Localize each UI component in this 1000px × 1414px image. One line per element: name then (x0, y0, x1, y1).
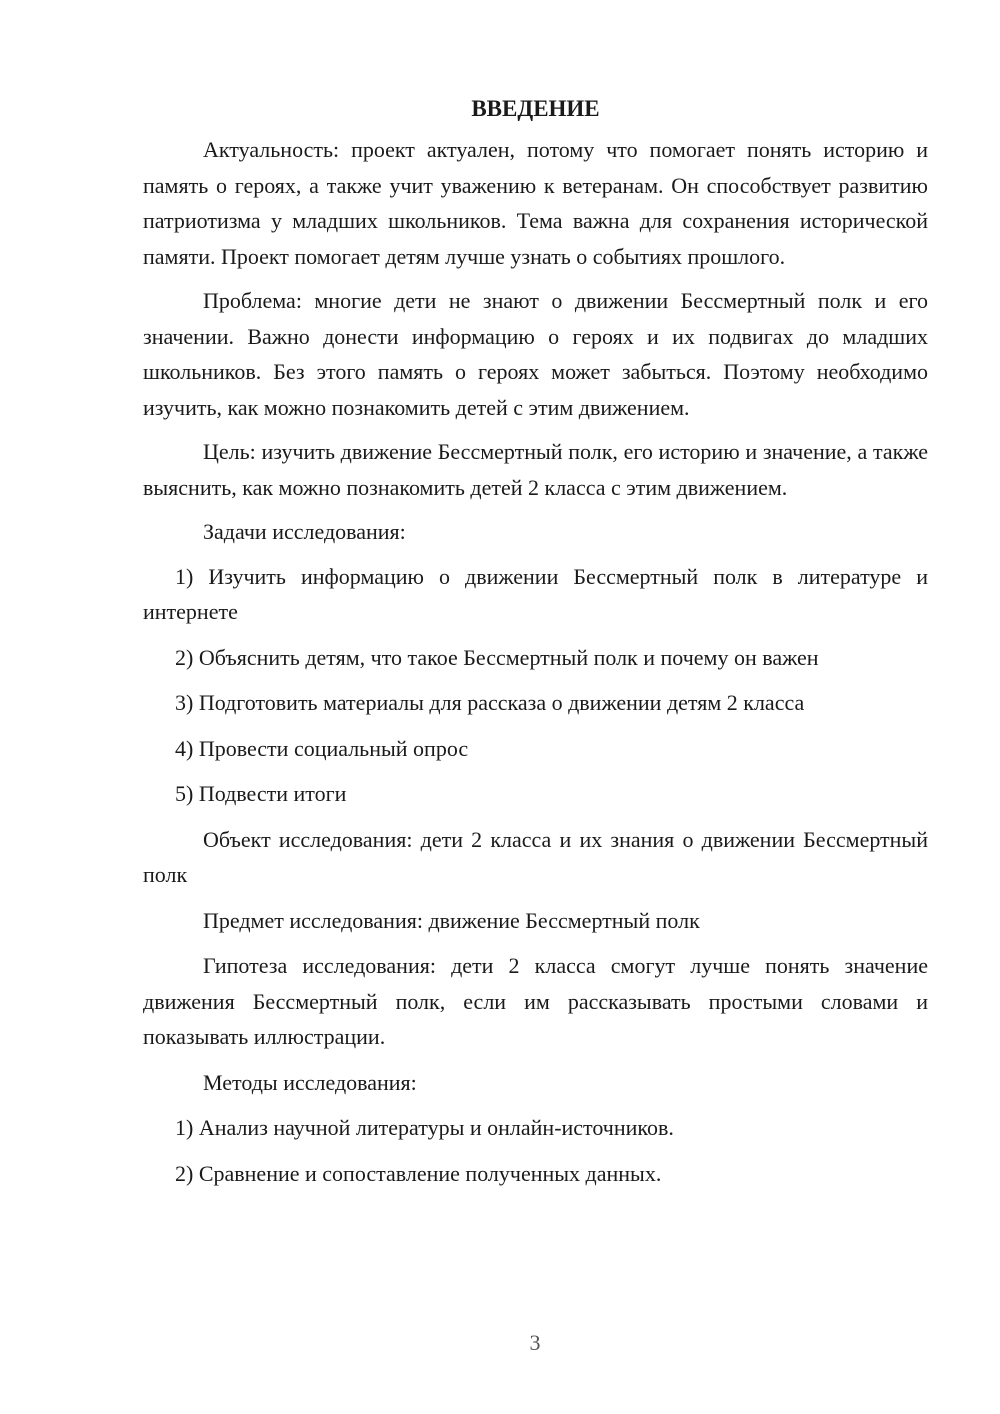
method-item-1: 1) Анализ научной литературы и онлайн-источников. (175, 1115, 674, 1140)
task-item-1: 1) Изучить информацию о движении Бессмертный полк в литературе и интернете (143, 563, 928, 624)
page-number: 3 (529, 1330, 541, 1355)
task-item-2: 2) Объяснить детям, что такое Бессмертный полк и почему он важен (175, 644, 819, 670)
hypothesis-paragraph: Гипотеза исследования: дети 2 класса смогут лучше понять значение движения Бессмертный полк, если им рассказывать простыми словами и показывать иллюстрации. (143, 953, 928, 1049)
method-item-2: 2) Сравнение и сопоставление полученных данных. (175, 1160, 662, 1186)
subject-paragraph: Предмет исследования: движение Бессмертный полк (203, 907, 700, 933)
task-item-5: 5) Подвести итоги (175, 781, 347, 806)
task-item-4: 4) Провести социальный опрос (175, 735, 469, 761)
tasks-heading: Задачи исследования: (203, 519, 406, 544)
goal-paragraph: Цель: изучить движение Бессмертный полк, его историю и значение, а также выяснить, как можно познакомить детей 2 класса с этим движением. (143, 439, 928, 500)
problem-paragraph: Проблема: многие дети не знают о движении Бессмертный полк и его значении. Важно донести информацию о героях и их подвигах до младших школьников. Без этого память о героях может забыться. Поэтому необходимо изучить, как можно познакомить детей с этим движением. (143, 288, 928, 420)
page-title: ВВЕДЕНИЕ (471, 96, 600, 121)
methods-heading: Методы исследования: (203, 1069, 417, 1095)
page-content (143, 92, 928, 1191)
task-item-3: 3) Подготовить материалы для рассказа о движении детям 2 класса (175, 690, 805, 715)
relevance-paragraph: Актуальность: проект актуален, потому что помогает понять историю и память о героях, а также учит уважению к ветеранам. Он способствует развитию патриотизма у младших школьников. Тема важна для сохранения исторической памяти. Проект помогает детям лучше узнать о событиях прошлого. (143, 137, 928, 269)
object-paragraph: Объект исследования: дети 2 класса и их знания о движении Бессмертный полк (143, 826, 928, 887)
